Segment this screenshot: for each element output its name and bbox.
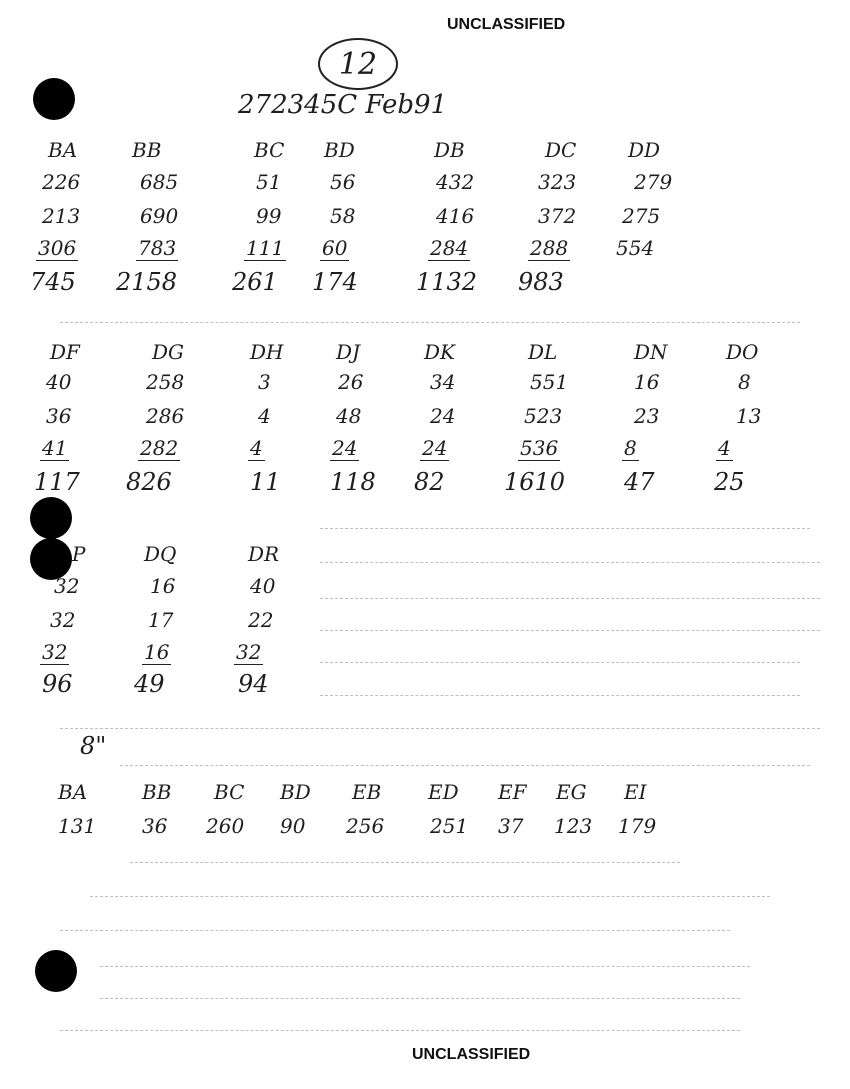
column-total: 117 xyxy=(34,468,80,496)
table-cell: 416 xyxy=(436,204,475,228)
ruled-line xyxy=(100,998,740,999)
table-cell: 282 xyxy=(140,436,179,460)
column-total: 96 xyxy=(42,670,73,698)
table-cell: 432 xyxy=(436,170,475,194)
table-cell: 286 xyxy=(146,404,185,428)
ruled-line xyxy=(90,896,770,897)
punch-hole xyxy=(33,78,75,120)
table-cell: 16 xyxy=(634,370,660,394)
table-cell: 32 xyxy=(50,608,76,632)
column-header: DK xyxy=(424,340,455,364)
table-cell: 32 xyxy=(42,640,68,664)
ruled-line xyxy=(130,862,680,863)
table-cell: 551 xyxy=(530,370,569,394)
table-cell: 37 xyxy=(498,814,524,838)
ruled-line xyxy=(320,630,820,631)
column-header: DN xyxy=(634,340,668,364)
table-cell: 279 xyxy=(634,170,673,194)
column-header: DH xyxy=(250,340,284,364)
table-cell: 554 xyxy=(616,236,655,260)
table-cell: 51 xyxy=(256,170,282,194)
punch-hole xyxy=(35,950,77,992)
column-header: DQ xyxy=(144,542,177,566)
table-cell: 131 xyxy=(58,814,97,838)
column-header: DO xyxy=(726,340,759,364)
table-cell: 3 xyxy=(258,370,271,394)
column-header: BA xyxy=(58,780,88,804)
ruled-line xyxy=(120,765,810,766)
table-cell: 26 xyxy=(338,370,364,394)
ruled-line xyxy=(60,930,730,931)
table-cell: 22 xyxy=(248,608,274,632)
table-cell: 17 xyxy=(148,608,174,632)
table-cell: 34 xyxy=(430,370,456,394)
table-cell: 58 xyxy=(330,204,356,228)
header-classification: UNCLASSIFIED xyxy=(447,16,566,33)
ruled-line xyxy=(320,562,820,563)
column-header: BB xyxy=(142,780,172,804)
table-cell: 8 xyxy=(624,436,637,460)
table-cell: 213 xyxy=(42,204,81,228)
table-cell: 99 xyxy=(256,204,282,228)
ruled-line xyxy=(320,662,800,663)
column-total: 118 xyxy=(330,468,376,496)
table-cell: 56 xyxy=(330,170,356,194)
column-total: 826 xyxy=(126,468,172,496)
ruled-line xyxy=(320,528,810,529)
table-cell: 226 xyxy=(42,170,81,194)
table-cell: 24 xyxy=(430,404,456,428)
table-cell: 288 xyxy=(530,236,569,260)
table-cell: 523 xyxy=(524,404,563,428)
page-number: 12 xyxy=(318,38,398,90)
table-cell: 4 xyxy=(258,404,271,428)
column-header: EI xyxy=(624,780,647,804)
column-total: 82 xyxy=(414,468,445,496)
column-header: DL xyxy=(528,340,558,364)
column-total: 47 xyxy=(624,468,655,496)
table-cell: 4 xyxy=(250,436,263,460)
ruled-line xyxy=(60,728,820,729)
table-cell: 275 xyxy=(622,204,661,228)
ruled-line xyxy=(320,695,800,696)
column-header: BC xyxy=(214,780,245,804)
table-cell: 536 xyxy=(520,436,559,460)
table-cell: 32 xyxy=(236,640,262,664)
column-header: DR xyxy=(248,542,280,566)
table-cell: 284 xyxy=(430,236,469,260)
table-cell: 36 xyxy=(46,404,72,428)
ruled-line xyxy=(60,322,800,323)
table-cell: 23 xyxy=(634,404,660,428)
table-cell: 16 xyxy=(150,574,176,598)
table-cell: 258 xyxy=(146,370,185,394)
column-total: 745 xyxy=(30,268,76,296)
column-total: 2158 xyxy=(116,268,178,296)
table-cell: 41 xyxy=(42,436,68,460)
table-cell: 36 xyxy=(142,814,168,838)
table-cell: 685 xyxy=(140,170,179,194)
table-cell: 306 xyxy=(38,236,77,260)
column-total: 261 xyxy=(232,268,278,296)
column-total: 1132 xyxy=(416,268,478,296)
punch-hole xyxy=(30,497,72,539)
column-total: 1610 xyxy=(504,468,566,496)
ruled-line xyxy=(320,598,820,599)
column-header: EB xyxy=(352,780,382,804)
table-cell: 60 xyxy=(322,236,348,260)
table-cell: 123 xyxy=(554,814,593,838)
table-cell: 24 xyxy=(422,436,448,460)
column-header: DF xyxy=(50,340,80,364)
column-header: ED xyxy=(428,780,459,804)
column-total: 11 xyxy=(250,468,281,496)
document-reference: 272345C Feb91 xyxy=(238,90,448,120)
column-total: 49 xyxy=(134,670,165,698)
column-header: DD xyxy=(628,138,661,162)
column-header: BA xyxy=(48,138,78,162)
column-header: BB xyxy=(132,138,162,162)
table-cell: 179 xyxy=(618,814,657,838)
table-cell: 323 xyxy=(538,170,577,194)
table-cell: 32 xyxy=(54,574,80,598)
ruled-line xyxy=(100,966,750,967)
column-header: BD xyxy=(280,780,311,804)
column-total: 94 xyxy=(238,670,269,698)
column-header: DB xyxy=(434,138,465,162)
table-cell: 783 xyxy=(138,236,177,260)
column-header: EG xyxy=(556,780,587,804)
section-label: 8" xyxy=(80,732,107,760)
table-cell: 16 xyxy=(144,640,170,664)
table-cell: 690 xyxy=(140,204,179,228)
table-cell: 40 xyxy=(250,574,276,598)
column-total: 25 xyxy=(714,468,745,496)
table-cell: 13 xyxy=(736,404,762,428)
table-cell: 260 xyxy=(206,814,245,838)
table-cell: 4 xyxy=(718,436,731,460)
column-total: 174 xyxy=(312,268,358,296)
table-cell: 251 xyxy=(430,814,469,838)
table-cell: 256 xyxy=(346,814,385,838)
column-header: EF xyxy=(498,780,527,804)
column-header: BC xyxy=(254,138,285,162)
table-cell: 24 xyxy=(332,436,358,460)
footer-classification: UNCLASSIFIED xyxy=(412,1046,531,1063)
column-header: BD xyxy=(324,138,355,162)
table-cell: 40 xyxy=(46,370,72,394)
column-header: DG xyxy=(152,340,185,364)
column-total: 983 xyxy=(518,268,564,296)
column-header: P xyxy=(72,542,86,566)
table-cell: 372 xyxy=(538,204,577,228)
column-header: DJ xyxy=(336,340,361,364)
column-header: DC xyxy=(545,138,577,162)
table-cell: 48 xyxy=(336,404,362,428)
table-cell: 111 xyxy=(246,236,285,260)
ruled-line xyxy=(60,1030,740,1031)
table-cell: 90 xyxy=(280,814,306,838)
table-cell: 8 xyxy=(738,370,751,394)
